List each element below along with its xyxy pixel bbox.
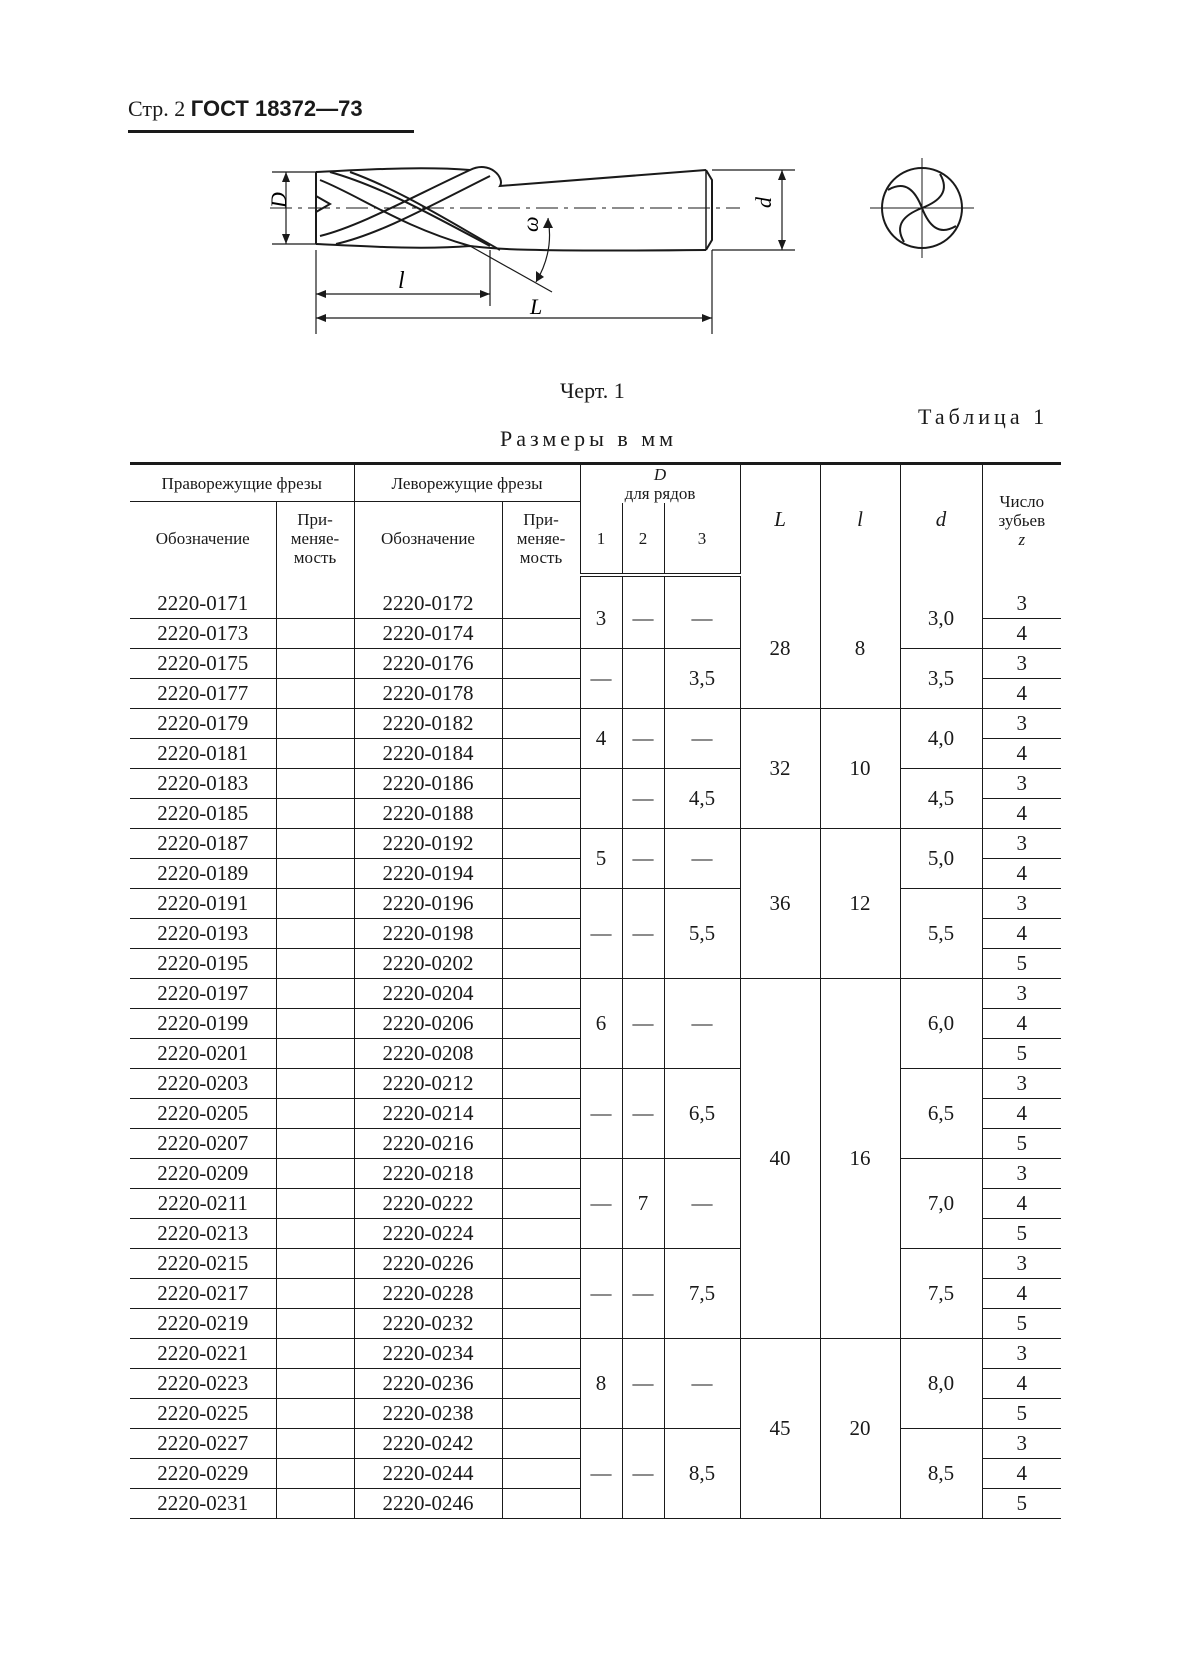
left-designation-cell: 2220-0218 (354, 1159, 502, 1189)
l-cell: 12 (820, 829, 900, 979)
header-row-1: 1 (580, 503, 622, 575)
right-designation-cell: 2220-0205 (130, 1099, 276, 1129)
D-row1-cell: 4 (580, 709, 622, 769)
right-applicability-cell (276, 1459, 354, 1489)
d-cell: 5,0 (900, 829, 982, 889)
right-applicability-cell (276, 1219, 354, 1249)
teeth-cell: 3 (982, 1159, 1061, 1189)
left-designation-cell: 2220-0214 (354, 1099, 502, 1129)
page-number: Стр. 2 (128, 96, 186, 121)
D-row3-cell: 7,5 (664, 1249, 740, 1339)
D-row3-cell: — (664, 979, 740, 1069)
D-row1-cell: — (580, 889, 622, 979)
header-right-cut: Праворежущие фрезы (130, 464, 354, 502)
right-designation-cell: 2220-0201 (130, 1039, 276, 1069)
D-row3-cell: — (664, 829, 740, 889)
left-designation-cell: 2220-0226 (354, 1249, 502, 1279)
right-applicability-cell (276, 979, 354, 1009)
D-row1-cell: — (580, 1249, 622, 1339)
right-applicability-cell (276, 1159, 354, 1189)
table-row (130, 829, 1061, 859)
right-applicability-cell (276, 859, 354, 889)
right-designation-cell: 2220-0187 (130, 829, 276, 859)
left-designation-cell: 2220-0208 (354, 1039, 502, 1069)
right-applicability-cell (276, 889, 354, 919)
d-cell: 5,5 (900, 889, 982, 979)
left-designation-cell: 2220-0234 (354, 1339, 502, 1369)
left-designation-cell: 2220-0174 (354, 619, 502, 649)
right-designation-cell: 2220-0213 (130, 1219, 276, 1249)
teeth-cell: 3 (982, 889, 1061, 919)
label-D: D (266, 192, 291, 208)
left-applicability-cell (502, 1099, 580, 1129)
l-cell: 10 (820, 709, 900, 829)
teeth-cell: 4 (982, 1009, 1061, 1039)
table-row (130, 1339, 1061, 1369)
left-designation-cell: 2220-0212 (354, 1069, 502, 1099)
d-cell: 6,0 (900, 979, 982, 1069)
left-applicability-cell (502, 619, 580, 649)
D-row1-cell: — (580, 649, 622, 709)
D-row2-cell: — (622, 1339, 664, 1429)
right-designation-cell: 2220-0223 (130, 1369, 276, 1399)
D-row3-cell: 5,5 (664, 889, 740, 979)
D-row3-cell: — (664, 1159, 740, 1249)
left-applicability-cell (502, 1189, 580, 1219)
header-teeth: Число зубьев z (982, 464, 1061, 576)
d-cell: 7,5 (900, 1249, 982, 1339)
D-row1-cell (580, 769, 622, 829)
table-row (130, 1249, 1061, 1279)
right-applicability-cell (276, 679, 354, 709)
left-designation-cell: 2220-0204 (354, 979, 502, 1009)
right-designation-cell: 2220-0231 (130, 1489, 276, 1519)
teeth-cell: 4 (982, 679, 1061, 709)
d-cell: 6,5 (900, 1069, 982, 1159)
right-designation-cell: 2220-0171 (130, 589, 276, 619)
teeth-cell: 4 (982, 1369, 1061, 1399)
left-applicability-cell (502, 1039, 580, 1069)
teeth-cell: 4 (982, 859, 1061, 889)
l-cell: 20 (820, 1339, 900, 1519)
L-cell: 36 (740, 829, 820, 979)
d-cell: 8,0 (900, 1339, 982, 1429)
right-applicability-cell (276, 769, 354, 799)
left-applicability-cell (502, 649, 580, 679)
label-d: d (751, 197, 776, 208)
left-applicability-cell (502, 1159, 580, 1189)
teeth-cell: 5 (982, 1399, 1061, 1429)
header-left-cut: Леворежущие фрезы (354, 464, 580, 502)
teeth-cell: 4 (982, 1099, 1061, 1129)
teeth-cell: 5 (982, 1039, 1061, 1069)
D-row3-cell: — (664, 589, 740, 649)
right-designation-cell: 2220-0211 (130, 1189, 276, 1219)
left-designation-cell: 2220-0194 (354, 859, 502, 889)
D-row1-cell: — (580, 1429, 622, 1519)
D-row2-cell: — (622, 1249, 664, 1339)
right-applicability-cell (276, 1489, 354, 1519)
right-designation-cell: 2220-0207 (130, 1129, 276, 1159)
D-row3-cell: 6,5 (664, 1069, 740, 1159)
left-designation-cell: 2220-0172 (354, 589, 502, 619)
d-cell: 3,0 (900, 589, 982, 649)
D-row2-cell: — (622, 1069, 664, 1159)
D-row2-cell: — (622, 589, 664, 649)
cutter-top-edge (316, 167, 706, 186)
shank-end (706, 170, 712, 250)
left-designation-cell: 2220-0222 (354, 1189, 502, 1219)
table-body (130, 575, 1061, 1519)
left-applicability-cell (502, 709, 580, 739)
right-designation-cell: 2220-0175 (130, 649, 276, 679)
table-row (130, 1069, 1061, 1099)
figure-caption: Черт. 1 (560, 378, 625, 403)
left-applicability-cell (502, 1219, 580, 1249)
left-applicability-cell (502, 1489, 580, 1519)
right-applicability-cell (276, 619, 354, 649)
left-designation-cell: 2220-0238 (354, 1399, 502, 1429)
header-row-2: 2 (622, 503, 664, 575)
right-designation-cell: 2220-0229 (130, 1459, 276, 1489)
header-right-designation: Обозначение (155, 529, 250, 548)
left-applicability-cell (502, 949, 580, 979)
header-left-applicability: При- меняе- мость (502, 502, 580, 576)
left-applicability-cell (502, 1429, 580, 1459)
D-row2-cell: — (622, 1429, 664, 1519)
D-row1-cell: 3 (580, 589, 622, 649)
header-D: D для рядов (580, 464, 740, 504)
right-designation-cell: 2220-0181 (130, 739, 276, 769)
left-designation-cell: 2220-0202 (354, 949, 502, 979)
right-designation-cell: 2220-0217 (130, 1279, 276, 1309)
teeth-cell: 4 (982, 1459, 1061, 1489)
left-applicability-cell (502, 589, 580, 619)
D-row3-cell: 4,5 (664, 769, 740, 829)
right-applicability-cell (276, 709, 354, 739)
right-applicability-cell (276, 829, 354, 859)
teeth-cell: 3 (982, 589, 1061, 619)
right-designation-cell: 2220-0219 (130, 1309, 276, 1339)
left-designation-cell: 2220-0178 (354, 679, 502, 709)
label-L: L (530, 294, 543, 319)
right-applicability-cell (276, 1039, 354, 1069)
left-applicability-cell (502, 1369, 580, 1399)
cutter-bottom-edge (316, 244, 706, 251)
L-cell: 40 (740, 979, 820, 1339)
d-cell: 3,5 (900, 649, 982, 709)
teeth-cell: 3 (982, 829, 1061, 859)
teeth-cell: 5 (982, 1309, 1061, 1339)
right-designation-cell: 2220-0209 (130, 1159, 276, 1189)
teeth-cell: 3 (982, 1429, 1061, 1459)
left-applicability-cell (502, 1249, 580, 1279)
teeth-cell: 5 (982, 1489, 1061, 1519)
L-cell: 28 (740, 589, 820, 709)
left-applicability-cell (502, 1339, 580, 1369)
teeth-cell: 4 (982, 619, 1061, 649)
left-applicability-cell (502, 1009, 580, 1039)
D-row2-cell (622, 649, 664, 709)
right-designation-cell: 2220-0199 (130, 1009, 276, 1039)
left-designation-cell: 2220-0206 (354, 1009, 502, 1039)
d-cell: 4,0 (900, 709, 982, 769)
right-designation-cell: 2220-0193 (130, 919, 276, 949)
right-designation-cell: 2220-0221 (130, 1339, 276, 1369)
label-angle: ω (518, 216, 543, 232)
left-designation-cell: 2220-0186 (354, 769, 502, 799)
table-row (130, 709, 1061, 739)
right-applicability-cell (276, 1009, 354, 1039)
left-applicability-cell (502, 1069, 580, 1099)
table-title: Размеры в мм (500, 426, 678, 451)
right-applicability-cell (276, 1309, 354, 1339)
right-applicability-cell (276, 1099, 354, 1129)
right-applicability-cell (276, 1369, 354, 1399)
header-row-3: 3 (664, 503, 740, 575)
table-row (130, 769, 1061, 799)
L-cell: 32 (740, 709, 820, 829)
right-designation-cell: 2220-0185 (130, 799, 276, 829)
d-cell: 4,5 (900, 769, 982, 829)
teeth-cell: 5 (982, 1219, 1061, 1249)
table-row (130, 1159, 1061, 1189)
teeth-cell: 3 (982, 649, 1061, 679)
left-designation-cell: 2220-0244 (354, 1459, 502, 1489)
header-l: l (820, 464, 900, 576)
dimensions-table (130, 462, 1061, 1519)
D-row3-cell: 8,5 (664, 1429, 740, 1519)
right-applicability-cell (276, 649, 354, 679)
right-applicability-cell (276, 1429, 354, 1459)
D-row2-cell: — (622, 769, 664, 829)
left-designation-cell: 2220-0182 (354, 709, 502, 739)
end-mill-drawing (0, 0, 1187, 360)
left-designation-cell: 2220-0188 (354, 799, 502, 829)
right-designation-cell: 2220-0225 (130, 1399, 276, 1429)
D-row1-cell: — (580, 1069, 622, 1159)
right-applicability-cell (276, 1189, 354, 1219)
d-cell: 8,5 (900, 1429, 982, 1519)
right-applicability-cell (276, 1399, 354, 1429)
D-row2-cell: — (622, 889, 664, 979)
teeth-cell: 3 (982, 1249, 1061, 1279)
label-l: l (398, 268, 405, 294)
left-designation-cell: 2220-0196 (354, 889, 502, 919)
flute-line (320, 180, 470, 246)
D-row2-cell: 7 (622, 1159, 664, 1249)
teeth-cell: 4 (982, 919, 1061, 949)
table-row (130, 649, 1061, 679)
right-designation-cell: 2220-0177 (130, 679, 276, 709)
left-designation-cell: 2220-0176 (354, 649, 502, 679)
D-row1-cell: 6 (580, 979, 622, 1069)
l-cell: 16 (820, 979, 900, 1339)
right-applicability-cell (276, 1249, 354, 1279)
right-designation-cell: 2220-0227 (130, 1429, 276, 1459)
right-applicability-cell (276, 919, 354, 949)
right-applicability-cell (276, 589, 354, 619)
header-D-rows: для рядов (624, 484, 696, 503)
table-row (130, 979, 1061, 1009)
right-designation-cell: 2220-0195 (130, 949, 276, 979)
left-designation-cell: 2220-0228 (354, 1279, 502, 1309)
right-designation-cell: 2220-0183 (130, 769, 276, 799)
D-row3-cell: 3,5 (664, 649, 740, 709)
left-designation-cell: 2220-0184 (354, 739, 502, 769)
left-applicability-cell (502, 1399, 580, 1429)
left-applicability-cell (502, 829, 580, 859)
header-L: L (740, 464, 820, 576)
right-applicability-cell (276, 1339, 354, 1369)
teeth-cell: 3 (982, 979, 1061, 1009)
teeth-cell: 4 (982, 799, 1061, 829)
header-right-applicability: При- меняе- мость (276, 502, 354, 576)
left-applicability-cell (502, 739, 580, 769)
right-applicability-cell (276, 739, 354, 769)
right-designation-cell: 2220-0197 (130, 979, 276, 1009)
right-designation-cell: 2220-0179 (130, 709, 276, 739)
right-designation-cell: 2220-0215 (130, 1249, 276, 1279)
left-designation-cell: 2220-0246 (354, 1489, 502, 1519)
D-row1-cell: — (580, 1159, 622, 1249)
left-designation-cell: 2220-0224 (354, 1219, 502, 1249)
header-d: d (900, 464, 982, 576)
right-designation-cell: 2220-0203 (130, 1069, 276, 1099)
teeth-cell: 4 (982, 1279, 1061, 1309)
right-designation-cell: 2220-0191 (130, 889, 276, 919)
L-cell: 45 (740, 1339, 820, 1519)
teeth-cell: 4 (982, 739, 1061, 769)
teeth-cell: 3 (982, 1069, 1061, 1099)
left-designation-cell: 2220-0232 (354, 1309, 502, 1339)
left-applicability-cell (502, 769, 580, 799)
right-applicability-cell (276, 1069, 354, 1099)
left-applicability-cell (502, 889, 580, 919)
standard-number: ГОСТ 18372—73 (190, 96, 363, 121)
left-applicability-cell (502, 919, 580, 949)
left-designation-cell: 2220-0236 (354, 1369, 502, 1399)
D-row1-cell: 5 (580, 829, 622, 889)
right-applicability-cell (276, 949, 354, 979)
table-row (130, 589, 1061, 619)
right-applicability-cell (276, 1279, 354, 1309)
left-applicability-cell (502, 1129, 580, 1159)
header-left-designation: Обозначение (354, 502, 502, 576)
teeth-cell: 3 (982, 769, 1061, 799)
left-designation-cell: 2220-0192 (354, 829, 502, 859)
D-row3-cell: — (664, 709, 740, 769)
table-row (130, 889, 1061, 919)
left-applicability-cell (502, 979, 580, 1009)
left-applicability-cell (502, 1309, 580, 1339)
right-designation-cell: 2220-0173 (130, 619, 276, 649)
table-row (130, 1429, 1061, 1459)
left-applicability-cell (502, 1279, 580, 1309)
d-cell: 7,0 (900, 1159, 982, 1249)
left-applicability-cell (502, 799, 580, 829)
teeth-cell: 3 (982, 1339, 1061, 1369)
table-label: Таблица 1 (918, 404, 1049, 429)
left-applicability-cell (502, 1459, 580, 1489)
D-row3-cell: — (664, 1339, 740, 1429)
left-designation-cell: 2220-0242 (354, 1429, 502, 1459)
left-applicability-cell (502, 859, 580, 889)
D-row2-cell: — (622, 709, 664, 769)
teeth-cell: 3 (982, 709, 1061, 739)
D-row1-cell: 8 (580, 1339, 622, 1429)
l-cell: 8 (820, 589, 900, 709)
left-designation-cell: 2220-0216 (354, 1129, 502, 1159)
D-row2-cell: — (622, 829, 664, 889)
left-applicability-cell (502, 679, 580, 709)
teeth-cell: 4 (982, 1189, 1061, 1219)
left-designation-cell: 2220-0198 (354, 919, 502, 949)
right-applicability-cell (276, 1129, 354, 1159)
right-applicability-cell (276, 799, 354, 829)
teeth-cell: 5 (982, 1129, 1061, 1159)
teeth-cell: 5 (982, 949, 1061, 979)
right-designation-cell: 2220-0189 (130, 859, 276, 889)
D-row2-cell: — (622, 979, 664, 1069)
